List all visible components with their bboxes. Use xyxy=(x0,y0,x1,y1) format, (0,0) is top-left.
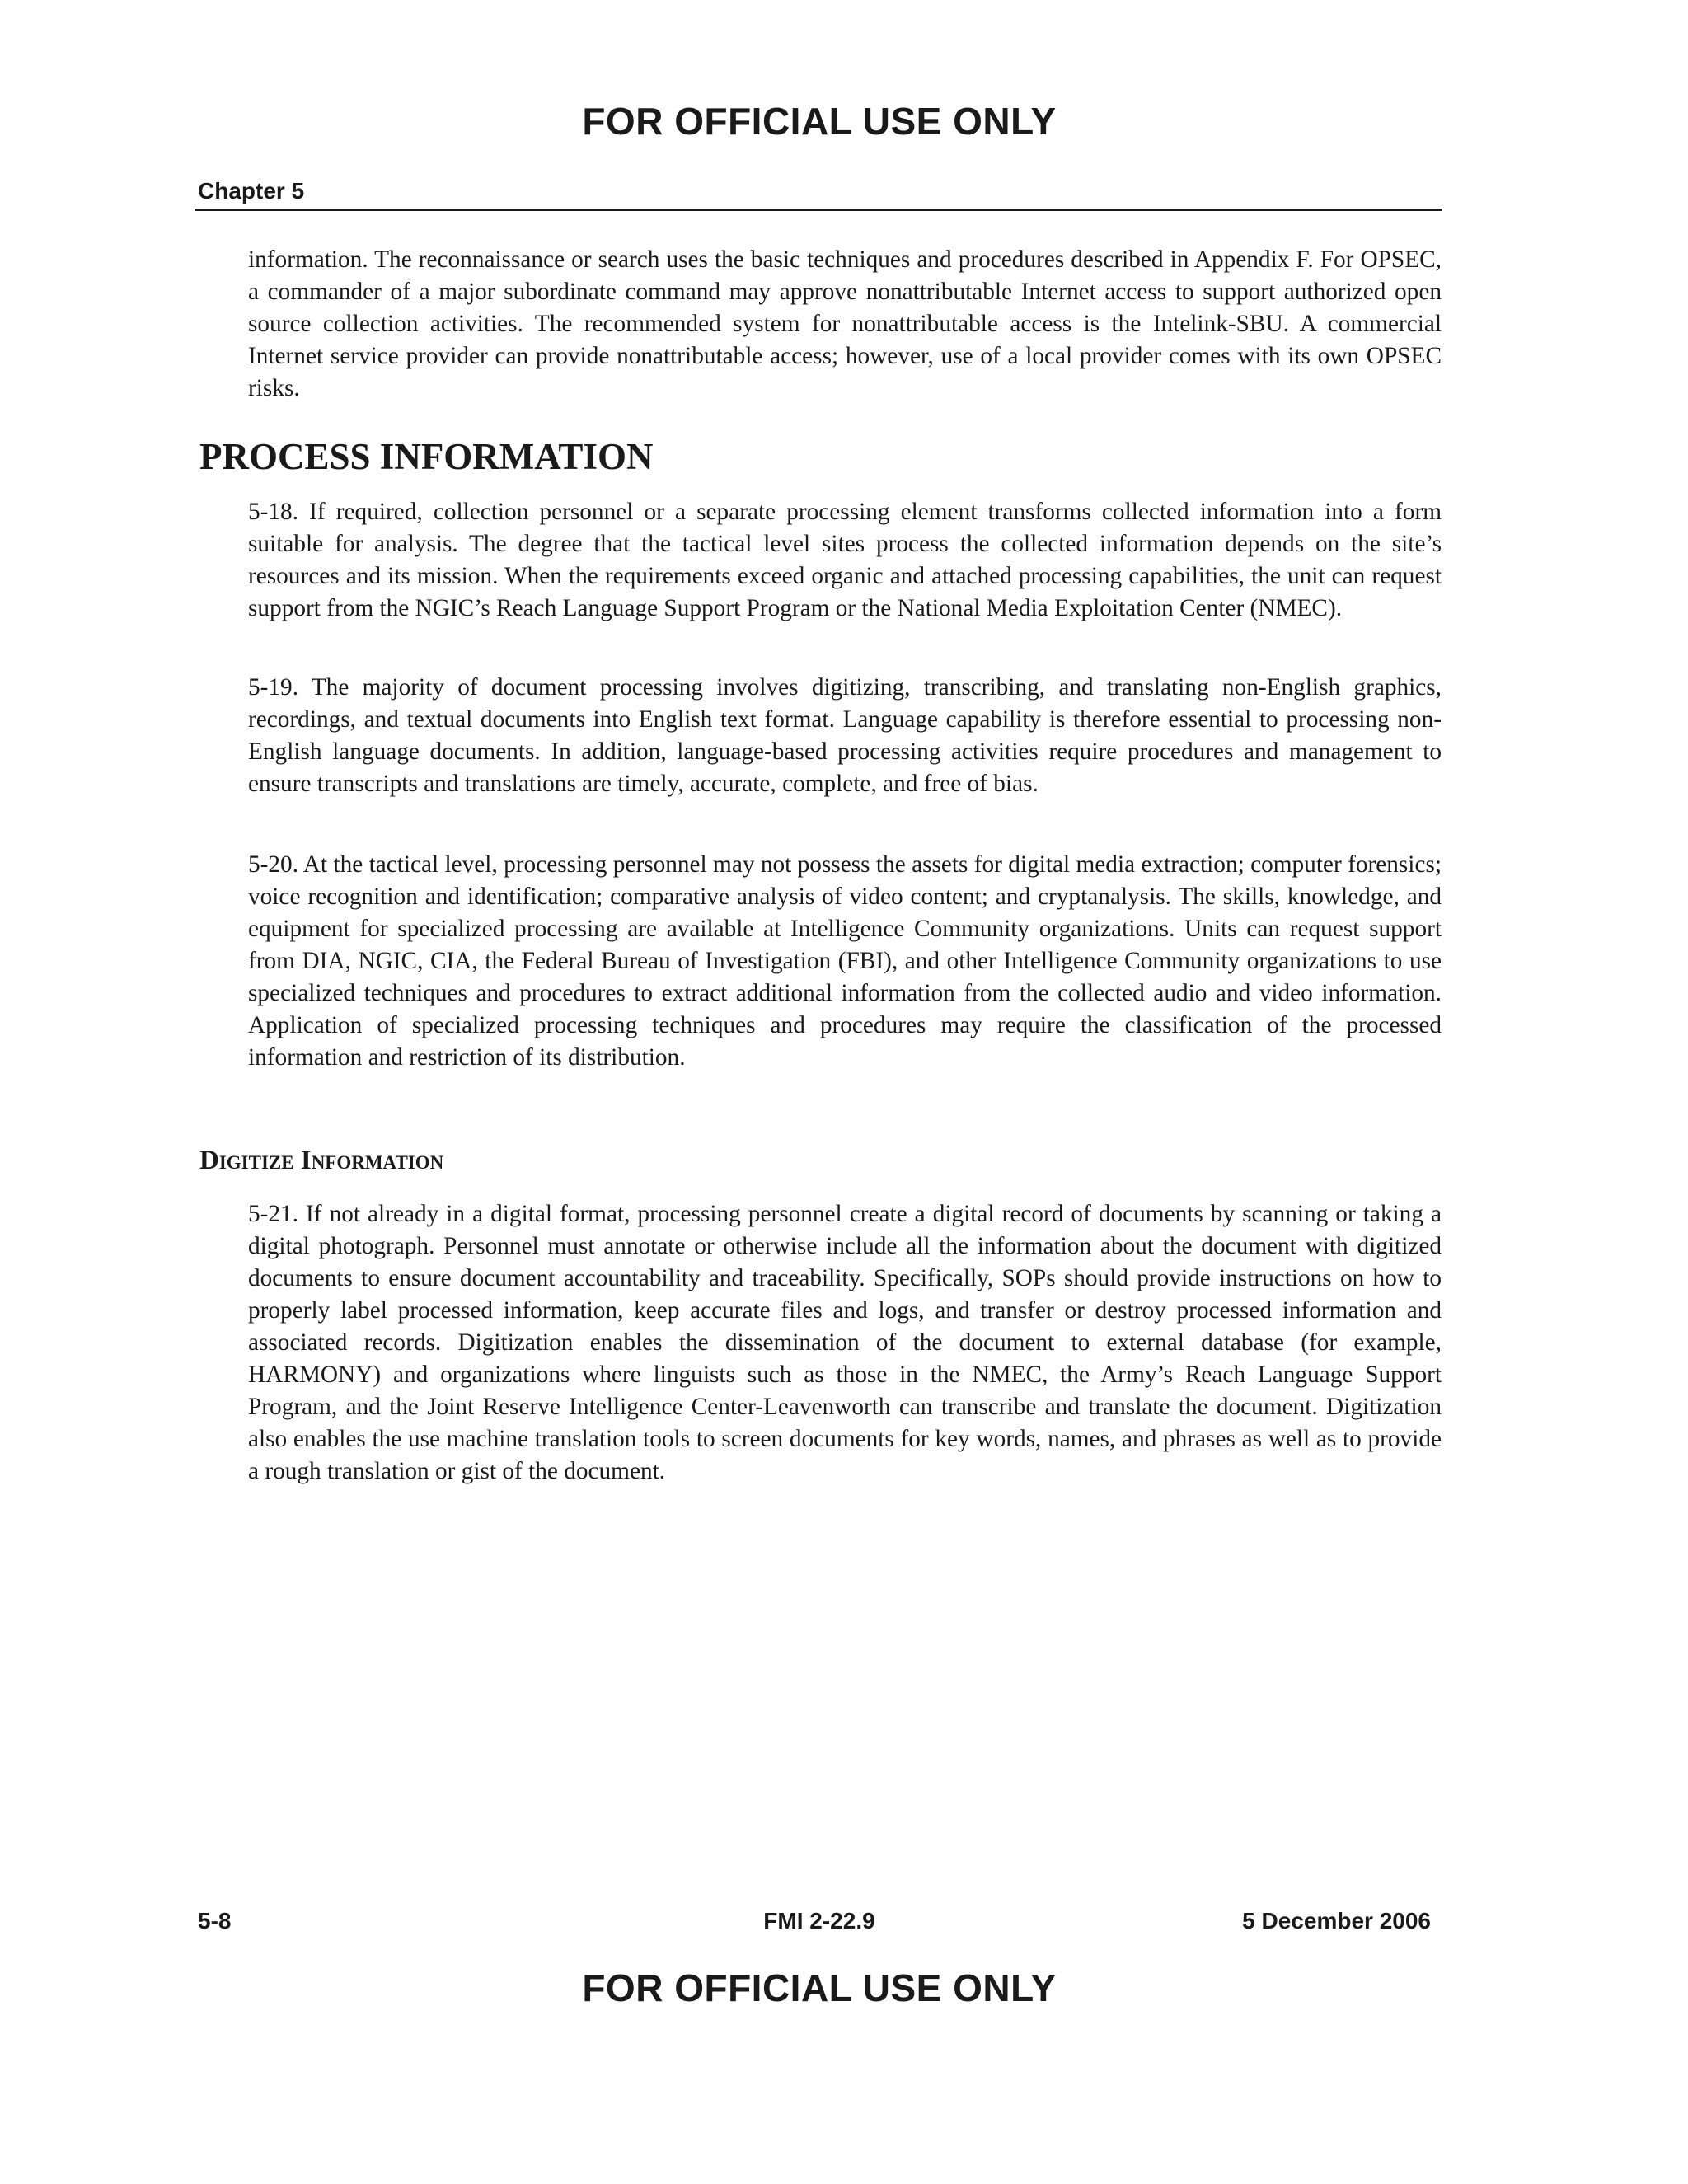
paragraph-5-21: 5-21. If not already in a digital format, processing personnel create a digital record of documents by scanning or taking a digital photograph. Personnel must annotate or otherwise include all the information about the document with digitized documents to ensure document accountability and traceability. Specifically, SOPs should provide instructions on how to properly label processed information, keep accurate files and logs, and transfer or destroy processed information and associated records. Digitization enables the dissemination of the document to external database (for example, HARMONY) and organizations where linguists such as those in the NMEC, the Army’s Reach Language Support Program, and the Joint Reserve Intelligence Center-Leavenworth can transcribe and translate the document. Digitization also enables the use machine translation tools to screen documents for key words, names, and phrases as well as to provide a rough translation or gist of the document. xyxy=(248,1201,1442,1484)
classification-banner-top: FOR OFFICIAL USE ONLY xyxy=(582,100,1057,143)
paragraph-5-18: 5-18. If required, collection personnel or a separate processing element transforms collected information into a form suitable for analysis. The degree that the tactical level sites process the collected information depends on the site’s resources and its mission. When the requirements exceed organic and attached processing capabilities, the unit can request support from the NGIC’s Reach Language Support Program or the National Media Exploitation Center (NMEC). xyxy=(248,499,1442,621)
section-heading: PROCESS INFORMATION xyxy=(199,436,654,477)
continued-paragraph: information. The reconnaissance or search uses the basic techniques and procedures described in Appendix F. For OPSEC, a commander of a major subordinate command may approve nonattributable Internet access to support authorized open source collection activities. The recommended system for nonattributable access is the Intelink-SBU. A commercial Internet service provider can provide nonattributable access; however, use of a local provider comes with its own OPSEC risks. xyxy=(248,246,1442,401)
header-rule xyxy=(195,209,1442,211)
subsection-heading: Digitize Information xyxy=(199,1146,444,1175)
paragraph-5-20: 5-20. At the tactical level, processing personnel may not possess the assets for digital media extraction; computer forensics; voice recognition and identification; comparative analysis of video content; and cryptanalysis. The skills, knowledge, and equipment for specialized processing are available at Intelligence Community organizations. Units can request support from DIA, NGIC, CIA, the Federal Bureau of Investigation (FBI), and other Intelligence Community organizations to use specialized techniques and procedures to extract additional information from the collected audio and video information. Application of specialized processing techniques and procedures may require the classification of the processed information and restriction of its distribution. xyxy=(248,851,1442,1071)
footer-date: 5 December 2006 xyxy=(1242,1908,1431,1933)
footer-page-number: 5-8 xyxy=(198,1908,232,1933)
paragraph-5-19: 5-19. The majority of document processing involves digitizing, transcribing, and translating non-English graphics, recordings, and textual documents into English text format. Language capability is therefore essential to processing non-English language documents. In addition, language-based processing activities require procedures and management to ensure transcripts and translations are timely, accurate, complete, and free of bias. xyxy=(248,674,1442,797)
footer-document-id: FMI 2-22.9 xyxy=(763,1908,875,1933)
classification-banner-bottom: FOR OFFICIAL USE ONLY xyxy=(582,1966,1057,2009)
running-head-chapter: Chapter 5 xyxy=(198,178,305,204)
